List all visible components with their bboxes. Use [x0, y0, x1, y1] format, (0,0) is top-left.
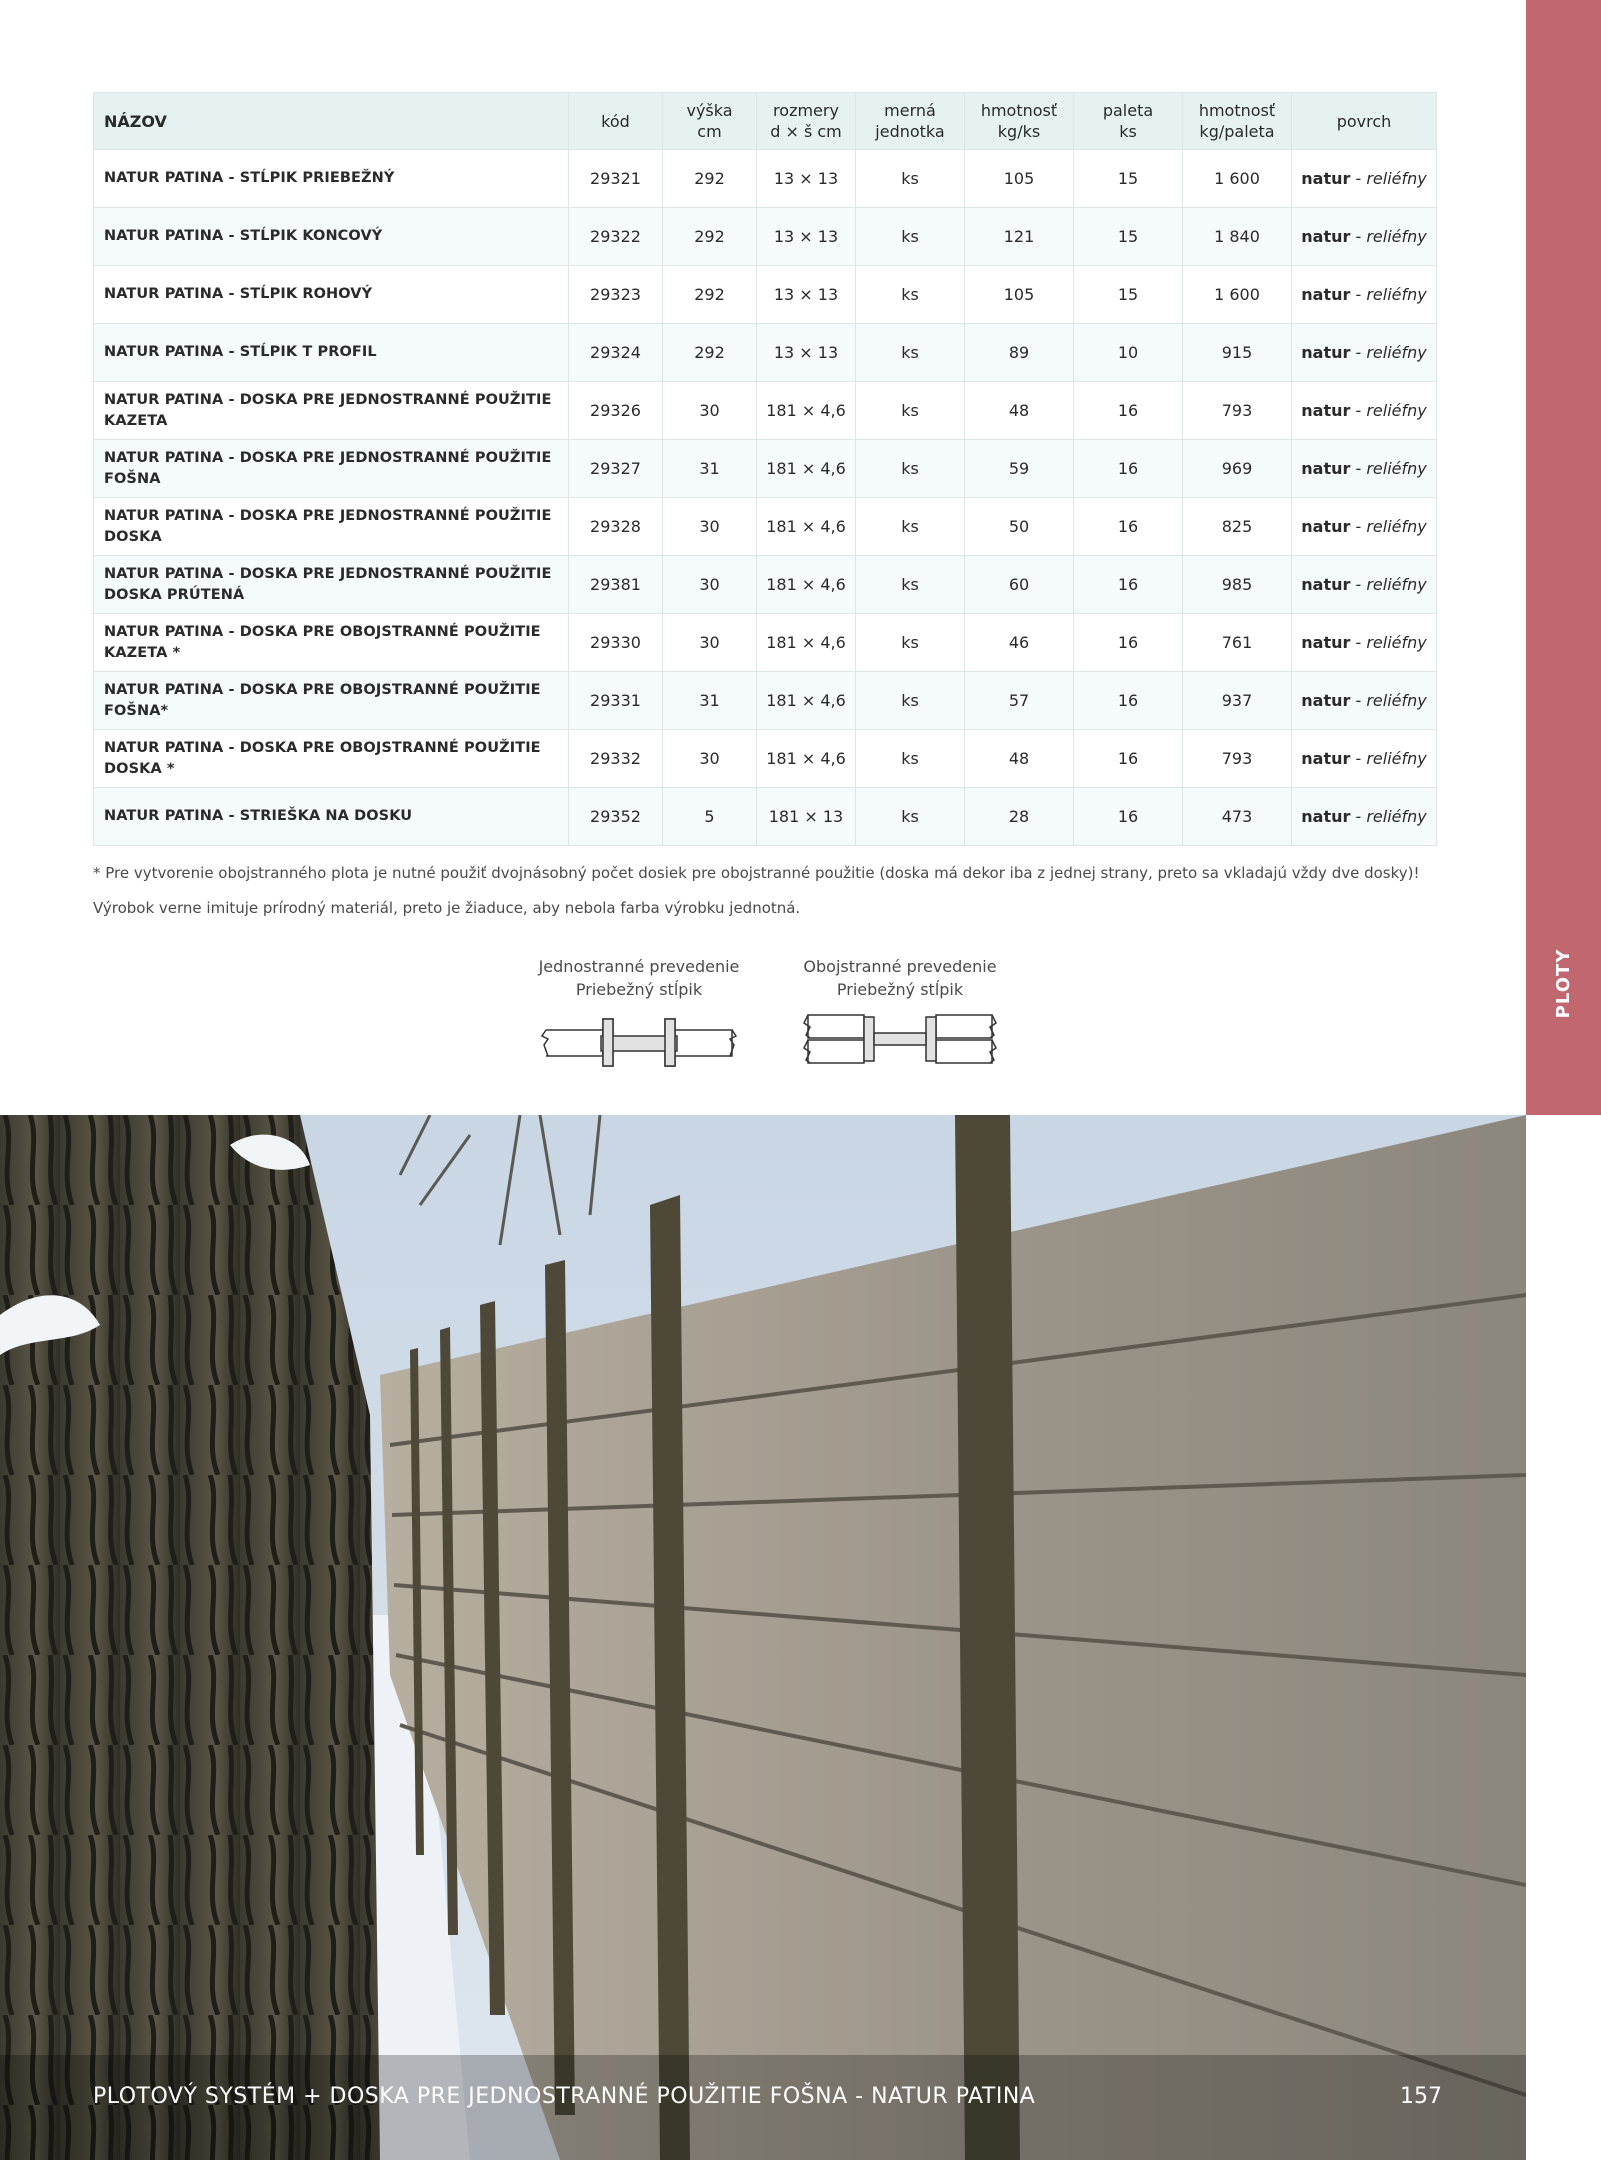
cell-kg-ks: 57	[965, 672, 1074, 730]
cell-kg-ks: 59	[965, 440, 1074, 498]
cell-jednotka: ks	[856, 788, 965, 846]
table-row	[94, 730, 1437, 788]
cell-paleta-ks: 16	[1074, 788, 1183, 846]
cell-vyska: 30	[663, 730, 757, 788]
diagram-double-title: Obojstranné prevedenie	[803, 957, 997, 976]
cell-paleta-ks: 16	[1074, 556, 1183, 614]
cell-povrch: natur - reliéfny	[1292, 730, 1437, 788]
cell-name: NATUR PATINA - STĹPIK PRIEBEŽNÝ	[94, 150, 569, 208]
cell-kg-paleta: 825	[1183, 498, 1292, 556]
diagram-double-sided	[800, 955, 1000, 1075]
table-body	[94, 150, 1437, 846]
cell-kg-ks: 50	[965, 498, 1074, 556]
cell-kod: 29326	[569, 382, 663, 440]
cell-vyska: 292	[663, 208, 757, 266]
table-header-row	[94, 93, 1437, 150]
product-table	[93, 92, 1437, 846]
header-merna-jednotka: merná jednotka	[856, 93, 965, 150]
cell-kod: 29381	[569, 556, 663, 614]
cell-povrch: natur - reliéfny	[1292, 788, 1437, 846]
cell-rozmery: 181 × 13	[757, 788, 856, 846]
single-post-section-drawing	[538, 1003, 740, 1073]
cell-jednotka: ks	[856, 440, 965, 498]
cell-kg-ks: 105	[965, 150, 1074, 208]
product-table-container	[93, 92, 1436, 846]
table-row	[94, 150, 1437, 208]
cell-rozmery: 181 × 4,6	[757, 440, 856, 498]
cell-rozmery: 13 × 13	[757, 150, 856, 208]
cell-kg-paleta: 969	[1183, 440, 1292, 498]
cell-vyska: 30	[663, 614, 757, 672]
cell-kg-paleta: 1 600	[1183, 150, 1292, 208]
cell-paleta-ks: 16	[1074, 440, 1183, 498]
cell-vyska: 31	[663, 672, 757, 730]
cell-kg-paleta: 915	[1183, 324, 1292, 382]
cell-jednotka: ks	[856, 614, 965, 672]
cell-paleta-ks: 16	[1074, 730, 1183, 788]
cell-kg-paleta: 793	[1183, 730, 1292, 788]
cell-rozmery: 181 × 4,6	[757, 498, 856, 556]
cell-kg-paleta: 793	[1183, 382, 1292, 440]
table-row	[94, 266, 1437, 324]
cell-kg-ks: 105	[965, 266, 1074, 324]
disclaimer-text: Výrobok verne imituje prírodný materiál, preto je žiaduce, aby nebola farba výrobku jednotná.	[93, 899, 801, 917]
cell-kod: 29331	[569, 672, 663, 730]
cell-kod: 29324	[569, 324, 663, 382]
cell-paleta-ks: 16	[1074, 498, 1183, 556]
cell-vyska: 292	[663, 150, 757, 208]
cell-name: NATUR PATINA - STRIEŠKA NA DOSKU	[94, 788, 569, 846]
cell-vyska: 292	[663, 324, 757, 382]
cell-kod: 29330	[569, 614, 663, 672]
cell-jednotka: ks	[856, 324, 965, 382]
cell-paleta-ks: 10	[1074, 324, 1183, 382]
cell-name: NATUR PATINA - DOSKA PRE JEDNOSTRANNÉ POUŽITIE FOŠNA	[94, 440, 569, 498]
table-row	[94, 556, 1437, 614]
cell-kg-paleta: 1 840	[1183, 208, 1292, 266]
cell-kg-paleta: 937	[1183, 672, 1292, 730]
cell-povrch: natur - reliéfny	[1292, 614, 1437, 672]
cell-rozmery: 13 × 13	[757, 266, 856, 324]
cell-jednotka: ks	[856, 382, 965, 440]
cell-rozmery: 181 × 4,6	[757, 556, 856, 614]
cell-povrch: natur - reliéfny	[1292, 208, 1437, 266]
cell-jednotka: ks	[856, 208, 965, 266]
cell-kod: 29327	[569, 440, 663, 498]
cell-name: NATUR PATINA - STĹPIK KONCOVÝ	[94, 208, 569, 266]
cell-name: NATUR PATINA - DOSKA PRE JEDNOSTRANNÉ POUŽITIE DOSKA PRÚTENÁ	[94, 556, 569, 614]
cell-kg-ks: 48	[965, 730, 1074, 788]
cell-vyska: 31	[663, 440, 757, 498]
cell-kg-ks: 60	[965, 556, 1074, 614]
cell-kod: 29321	[569, 150, 663, 208]
cell-name: NATUR PATINA - DOSKA PRE OBOJSTRANNÉ POUŽITIE DOSKA *	[94, 730, 569, 788]
cell-vyska: 30	[663, 556, 757, 614]
header-kod: kód	[569, 93, 663, 150]
header-rozmery: rozmery d × š cm	[757, 93, 856, 150]
cell-kg-paleta: 985	[1183, 556, 1292, 614]
cell-kg-ks: 121	[965, 208, 1074, 266]
cell-jednotka: ks	[856, 672, 965, 730]
cell-jednotka: ks	[856, 730, 965, 788]
cell-povrch: natur - reliéfny	[1292, 440, 1437, 498]
cell-vyska: 30	[663, 382, 757, 440]
cell-paleta-ks: 15	[1074, 266, 1183, 324]
cell-kg-paleta: 1 600	[1183, 266, 1292, 324]
cell-kg-ks: 48	[965, 382, 1074, 440]
table-row	[94, 440, 1437, 498]
cell-povrch: natur - reliéfny	[1292, 324, 1437, 382]
table-row	[94, 498, 1437, 556]
cell-rozmery: 13 × 13	[757, 208, 856, 266]
cell-vyska: 5	[663, 788, 757, 846]
table-row	[94, 382, 1437, 440]
cell-povrch: natur - reliéfny	[1292, 672, 1437, 730]
cell-rozmery: 181 × 4,6	[757, 614, 856, 672]
section-side-tab-label: PLOTY	[1553, 948, 1574, 1019]
table-row	[94, 614, 1437, 672]
cell-name: NATUR PATINA - STĹPIK ROHOVÝ	[94, 266, 569, 324]
page-number: 157	[1400, 2084, 1442, 2109]
diagram-double-subtitle: Priebežný stĺpik	[836, 980, 964, 999]
cell-rozmery: 13 × 13	[757, 324, 856, 382]
cell-jednotka: ks	[856, 266, 965, 324]
cell-vyska: 30	[663, 498, 757, 556]
cell-kod: 29323	[569, 266, 663, 324]
cell-povrch: natur - reliéfny	[1292, 150, 1437, 208]
cell-kod: 29322	[569, 208, 663, 266]
header-vyska: výška cm	[663, 93, 757, 150]
cell-name: NATUR PATINA - STĹPIK T PROFIL	[94, 324, 569, 382]
diagram-single-sided	[538, 955, 740, 1073]
cell-kg-ks: 28	[965, 788, 1074, 846]
cell-kg-ks: 89	[965, 324, 1074, 382]
cell-kg-paleta: 761	[1183, 614, 1292, 672]
cell-kg-paleta: 473	[1183, 788, 1292, 846]
table-row	[94, 788, 1437, 846]
cell-kod: 29332	[569, 730, 663, 788]
header-povrch: povrch	[1292, 93, 1437, 150]
cell-povrch: natur - reliéfny	[1292, 556, 1437, 614]
cell-rozmery: 181 × 4,6	[757, 672, 856, 730]
cell-name: NATUR PATINA - DOSKA PRE OBOJSTRANNÉ POUŽITIE FOŠNA*	[94, 672, 569, 730]
cell-paleta-ks: 16	[1074, 672, 1183, 730]
cell-povrch: natur - reliéfny	[1292, 498, 1437, 556]
cell-jednotka: ks	[856, 556, 965, 614]
header-paleta: paleta ks	[1074, 93, 1183, 150]
header-hmotnost-paleta: hmotnosť kg/paleta	[1183, 93, 1292, 150]
cell-kg-ks: 46	[965, 614, 1074, 672]
cell-paleta-ks: 15	[1074, 150, 1183, 208]
photo-caption: PLOTOVÝ SYSTÉM + DOSKA PRE JEDNOSTRANNÉ POUŽITIE FOŠNA - NATUR PATINA	[93, 2084, 1036, 2109]
cell-povrch: natur - reliéfny	[1292, 266, 1437, 324]
cell-kod: 29328	[569, 498, 663, 556]
cell-povrch: natur - reliéfny	[1292, 382, 1437, 440]
cell-name: NATUR PATINA - DOSKA PRE JEDNOSTRANNÉ POUŽITIE DOSKA	[94, 498, 569, 556]
cell-name: NATUR PATINA - DOSKA PRE JEDNOSTRANNÉ POUŽITIE KAZETA	[94, 382, 569, 440]
diagram-single-title: Jednostranné prevedenie	[538, 957, 740, 976]
cell-name: NATUR PATINA - DOSKA PRE OBOJSTRANNÉ POUŽITIE KAZETA *	[94, 614, 569, 672]
table-row	[94, 672, 1437, 730]
fence-photo	[0, 1115, 1526, 2160]
double-post-section-drawing	[800, 1003, 1000, 1075]
header-hmotnost-ks: hmotnosť kg/ks	[965, 93, 1074, 150]
cell-kod: 29352	[569, 788, 663, 846]
header-nazov: NÁZOV	[94, 93, 569, 150]
cell-rozmery: 181 × 4,6	[757, 730, 856, 788]
diagram-single-subtitle: Priebežný stĺpik	[575, 980, 703, 999]
table-row	[94, 208, 1437, 266]
footnote-text: * Pre vytvorenie obojstranného plota je nutné použiť dvojnásobný počet dosiek pre obojstranné použitie (doska má dekor iba z jednej strany, preto sa vkladajú vždy dve dosky)!	[93, 864, 1420, 882]
cell-jednotka: ks	[856, 498, 965, 556]
cell-jednotka: ks	[856, 150, 965, 208]
cell-paleta-ks: 16	[1074, 614, 1183, 672]
fence-photo-illustration	[0, 1115, 1526, 2160]
table-row	[94, 324, 1437, 382]
cell-vyska: 292	[663, 266, 757, 324]
cell-rozmery: 181 × 4,6	[757, 382, 856, 440]
cell-paleta-ks: 15	[1074, 208, 1183, 266]
cell-paleta-ks: 16	[1074, 382, 1183, 440]
